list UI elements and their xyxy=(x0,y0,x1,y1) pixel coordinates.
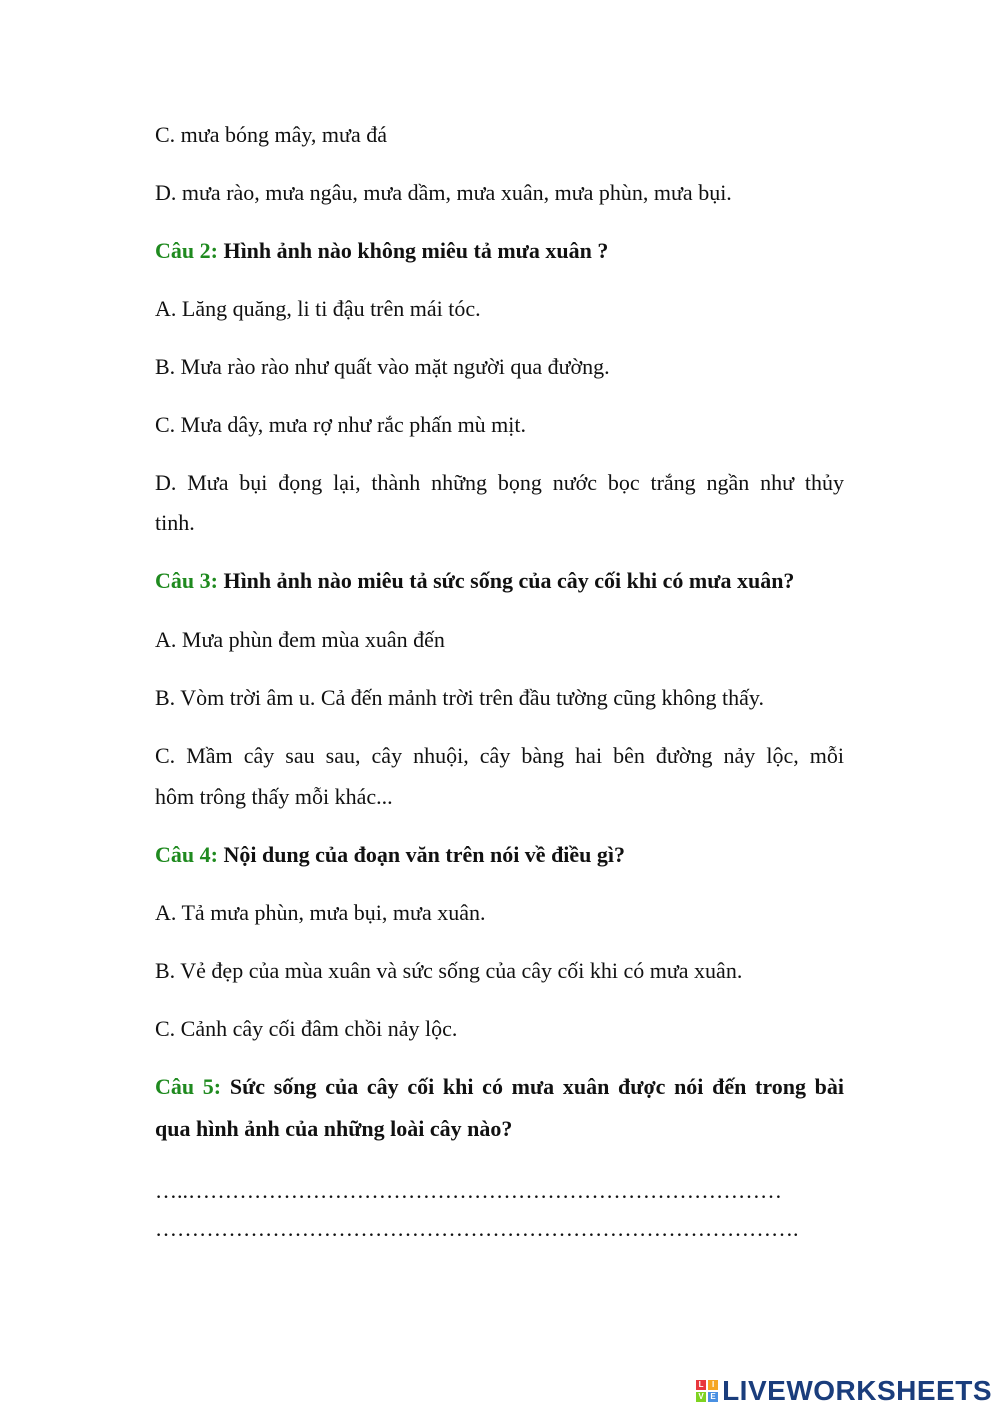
q1-option-d: D. mưa rào, mưa ngâu, mưa dầm, mưa xuân, mưa phùn, mưa bụi. xyxy=(155,180,732,205)
logo-letter-i: I xyxy=(708,1380,718,1390)
question-3-number: Câu 3: xyxy=(155,568,218,593)
answer-blank-line-1[interactable]: …..……………………………………………………………………… xyxy=(155,1178,782,1203)
q3-option-b: B. Vòm trời âm u. Cả đến mảnh trời trên đầu tường cũng không thấy. xyxy=(155,685,764,710)
logo-letter-l: L xyxy=(696,1380,706,1390)
q2-option-d-line2: tinh. xyxy=(155,510,195,535)
question-5-number: Câu 5: xyxy=(155,1074,222,1099)
q2-option-c: C. Mưa dây, mưa rợ như rắc phấn mù mịt. xyxy=(155,412,527,437)
liveworksheets-logo-text: LIVEWORKSHEETS xyxy=(722,1375,992,1406)
answer-blank-line-2[interactable]: ……………………………………………………………………………. xyxy=(155,1216,799,1241)
logo-letter-e: E xyxy=(708,1392,718,1402)
q4-option-c: C. Cảnh cây cối đâm chồi nảy lộc. xyxy=(155,1016,458,1041)
logo-letter-v: V xyxy=(696,1392,706,1402)
question-3-text: Hình ảnh nào miêu tả sức sống của cây cối khi có mưa xuân? xyxy=(217,568,795,593)
q2-option-b: B. Mưa rào rào như quất vào mặt người qua đường. xyxy=(155,354,610,379)
question-4-number: Câu 4: xyxy=(155,842,218,867)
question-2-number: Câu 2: xyxy=(155,238,218,263)
question-5-text-line1: Sức sống của cây cối khi có mưa xuân được nói đến trong bài xyxy=(221,1074,844,1099)
q2-option-d-line1: D. Mưa bụi đọng lại, thành những bọng nước bọc trắng ngần như thủy xyxy=(155,470,844,495)
question-5-line1 xyxy=(155,1072,844,1102)
q3-option-a: A. Mưa phùn đem mùa xuân đến xyxy=(155,627,445,652)
question-2 xyxy=(155,236,608,266)
liveworksheets-logo-icon xyxy=(696,1380,718,1402)
question-2-text: Hình ảnh nào không miêu tả mưa xuân ? xyxy=(217,238,609,263)
q4-option-b: B. Vẻ đẹp của mùa xuân và sức sống của cây cối khi có mưa xuân. xyxy=(155,958,743,983)
q1-option-c: C. mưa bóng mây, mưa đá xyxy=(155,122,387,147)
question-4 xyxy=(155,840,625,870)
q4-option-a: A. Tả mưa phùn, mưa bụi, mưa xuân. xyxy=(155,900,486,925)
q3-option-c-line2: hôm trông thấy mỗi khác... xyxy=(155,784,393,809)
q2-option-a: A. Lăng quăng, li ti đậu trên mái tóc. xyxy=(155,296,481,321)
question-4-text: Nội dung của đoạn văn trên nói về điều gì? xyxy=(217,842,626,867)
question-3 xyxy=(155,566,794,596)
liveworksheets-logo xyxy=(696,1375,992,1407)
question-5-line2: qua hình ảnh của những loài cây nào? xyxy=(155,1116,513,1141)
q3-option-c-line1: C. Mầm cây sau sau, cây nhuội, cây bàng hai bên đường nảy lộc, mỗi xyxy=(155,743,844,768)
